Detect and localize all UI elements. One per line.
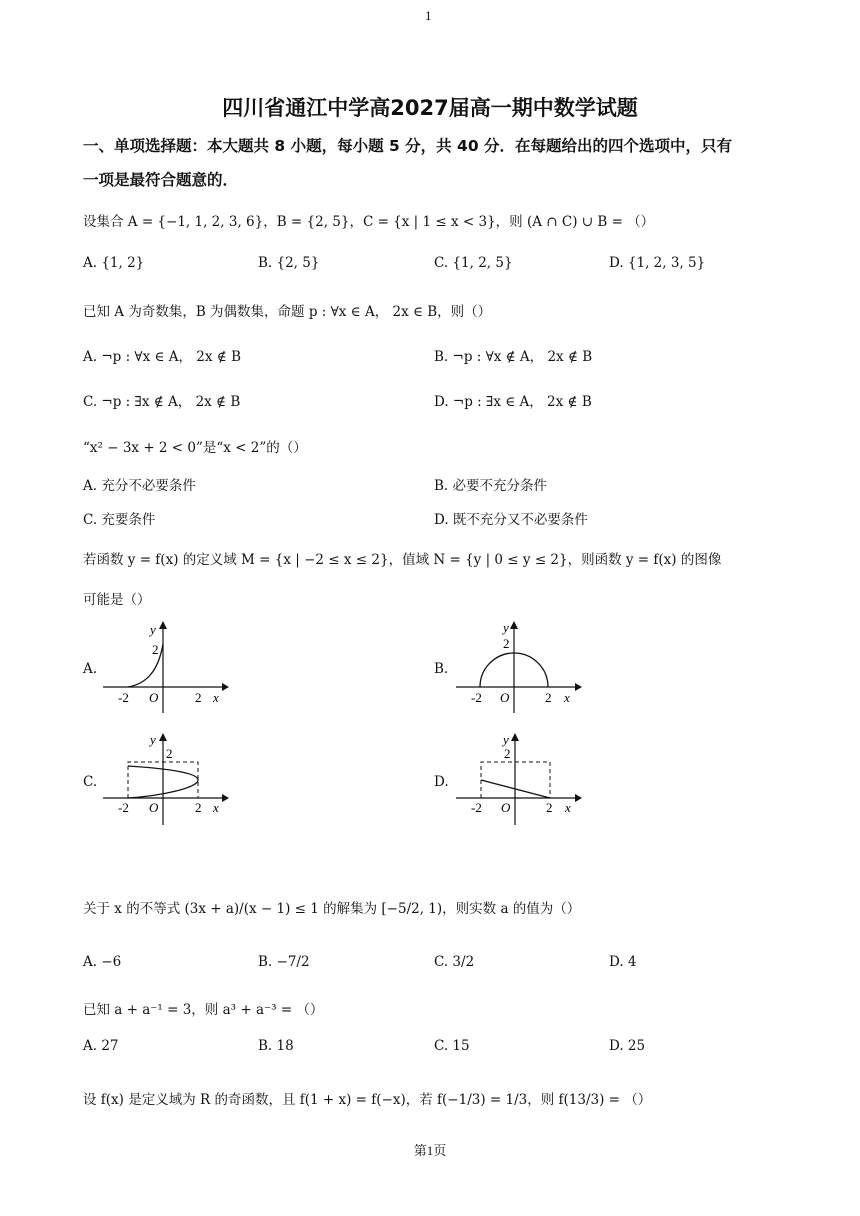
page-title: 四川省通江中学高2027届高一期中数学试题	[222, 96, 638, 120]
x-label: x	[213, 690, 219, 705]
question-3-option-d: D. 既不充分又不必要条件	[434, 512, 588, 528]
question-4-option-a-label: A.	[83, 661, 98, 677]
tick-2-y: 2	[503, 636, 510, 651]
y-axis-arrow	[159, 621, 167, 629]
x-axis-arrow	[575, 683, 582, 691]
question-5-stem: 关于 x 的不等式 (3x + a)/(x − 1) ≤ 1 的解集为 [−5/2, 1)，则实数 a 的值为（）	[83, 901, 581, 917]
question-1-option-a: A. {1, 2}	[83, 255, 145, 271]
section-header-line1: 一、单项选择题：本大题共 8 小题，每小题 5 分，共 40 分．在每题给出的四个选项中，只有	[83, 137, 733, 155]
question-3-option-c: C. 充要条件	[83, 512, 156, 528]
question-1-option-d: D. {1, 2, 3, 5}	[609, 255, 706, 271]
x-label: x	[564, 690, 570, 705]
x-axis-arrow	[575, 794, 582, 802]
tick-2-y: 2	[152, 642, 159, 657]
question-4-option-b-label: B.	[434, 661, 449, 677]
tick-2-x: 2	[545, 690, 552, 705]
question-5-option-b: B. −7/2	[258, 954, 310, 970]
question-2-option-a: A. ¬p : ∀x ∈ A， 2x ∉ B	[83, 349, 241, 365]
question-1-option-b: B. {2, 5}	[258, 255, 320, 271]
y-axis-arrow	[510, 621, 518, 629]
origin-label: O	[500, 690, 510, 705]
x-axis-arrow	[222, 683, 229, 691]
tick-2-y: 2	[166, 746, 173, 761]
question-3-option-b: B. 必要不充分条件	[434, 478, 548, 494]
question-4-graph-b	[453, 618, 583, 716]
question-4-option-d-label: D.	[434, 774, 449, 790]
origin-label: O	[149, 690, 159, 705]
question-3-stem: “x² − 3x + 2 < 0”是“x < 2”的（）	[83, 440, 307, 456]
y-axis-arrow	[511, 733, 519, 741]
question-6-option-b: B. 18	[258, 1038, 294, 1054]
x-label: x	[213, 800, 219, 815]
question-4-stem-line2: 可能是（）	[83, 592, 151, 608]
question-5-option-c: C. 3/2	[434, 954, 475, 970]
y-label: y	[503, 620, 509, 635]
question-2-option-d: D. ¬p : ∃x ∈ A， 2x ∉ B	[434, 394, 592, 410]
question-2-option-c: C. ¬p : ∃x ∉ A， 2x ∉ B	[83, 394, 241, 410]
origin-label: O	[149, 800, 159, 815]
page-footer: 第1页	[413, 1143, 447, 1158]
y-label: y	[150, 622, 156, 637]
question-5-option-d: D. 4	[609, 954, 637, 970]
x-label: x	[565, 800, 571, 815]
question-4-graph-a	[100, 618, 230, 716]
question-5-option-a: A. −6	[83, 954, 122, 970]
question-4-option-c-label: C.	[83, 774, 98, 790]
question-6-option-c: C. 15	[434, 1038, 470, 1054]
question-3-option-a: A. 充分不必要条件	[83, 478, 196, 494]
tick-neg2: -2	[118, 800, 129, 815]
tick-neg2: -2	[471, 690, 482, 705]
question-4-graph-d	[453, 730, 583, 828]
y-label: y	[150, 732, 156, 747]
question-6-option-d: D. 25	[609, 1038, 646, 1054]
y-label: y	[503, 732, 509, 747]
tick-neg2: -2	[118, 690, 129, 705]
question-2-option-b: B. ¬p : ∀x ∉ A， 2x ∉ B	[434, 349, 593, 365]
question-1-stem: 设集合 A = {−1, 1, 2, 3, 6}，B = {2, 5}，C = {x | 1 ≤ x < 3}，则 (A ∩ C) ∪ B = （）	[83, 214, 655, 230]
origin-label: O	[501, 800, 511, 815]
section-header-line2: 一项是最符合题意的．	[83, 171, 239, 189]
question-6-stem: 已知 a + a⁻¹ = 3，则 a³ + a⁻³ = （）	[83, 1002, 324, 1018]
tick-2-x: 2	[546, 800, 553, 815]
tick-2-y: 2	[504, 746, 511, 761]
y-axis-arrow	[159, 733, 167, 741]
tick-2-x: 2	[195, 800, 202, 815]
question-4-graph-c	[100, 730, 230, 828]
question-1-option-c: C. {1, 2, 5}	[434, 255, 513, 271]
question-6-option-a: A. 27	[83, 1038, 119, 1054]
question-7-stem: 设 f(x) 是定义域为 R 的奇函数，且 f(1 + x) = f(−x)，若 f(−1/3) = 1/3，则 f(13/3) = （）	[83, 1092, 652, 1108]
tick-neg2: -2	[471, 800, 482, 815]
x-axis-arrow	[222, 794, 229, 802]
question-2-stem: 已知 A 为奇数集，B 为偶数集，命题 p : ∀x ∈ A， 2x ∈ B，则（）	[83, 304, 492, 320]
question-4-stem-line1: 若函数 y = f(x) 的定义域 M = {x | −2 ≤ x ≤ 2}，值域 N = {y | 0 ≤ y ≤ 2}，则函数 y = f(x) 的图像	[83, 552, 722, 568]
page-number: 1	[425, 8, 432, 23]
tick-2-x: 2	[195, 690, 202, 705]
